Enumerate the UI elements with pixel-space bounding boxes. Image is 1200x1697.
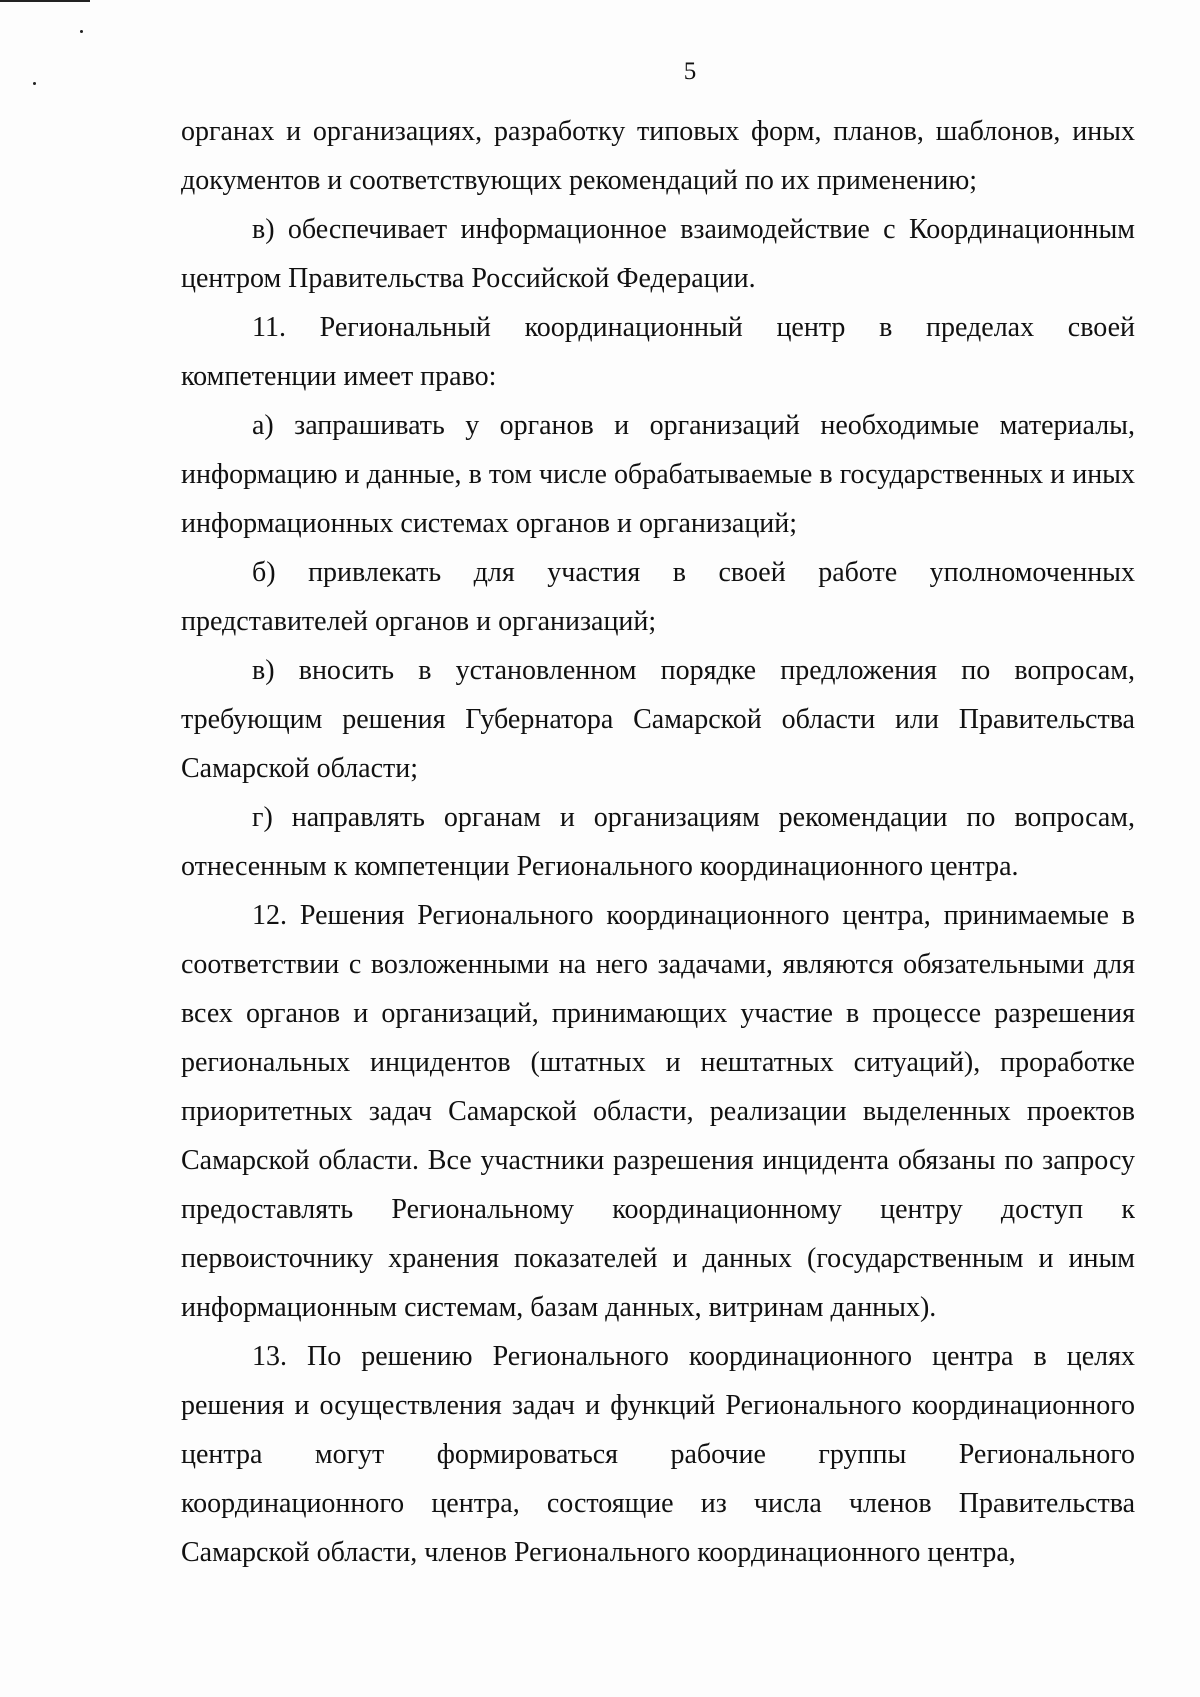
paragraph: б) привлекать для участия в своей работе уполномоченных представителей органов и организаций;	[181, 557, 1135, 637]
paragraph: а) запрашивать у органов и организаций необходимые материалы, информацию и данные, в том числе обрабатываемые в государственных и иных информационных системах органов и организаций;	[181, 410, 1135, 539]
scan-edge-mark	[0, 0, 90, 2]
paragraph: 12. Решения Регионального координационного центра, принимаемые в соответствии с возложенными на него задачами, являются обязательными для всех органов и организаций, принимающих участие в процессе разрешения региональных инцидентов (штатных и нештатных ситуаций), проработке приоритетных задач Самарской области, реализации выделенных проектов Самарской области. Все участники разрешения инцидента обязаны по запросу предоставлять Региональному координационному центру доступ к первоисточнику хранения показателей и данных (государственным и иным информационным системам, базам данных, витринам данных).	[181, 900, 1135, 1323]
paragraph: г) направлять органам и организациям рекомендации по вопросам, отнесенным к компетенции Регионального координационного центра.	[181, 802, 1135, 882]
document-body	[181, 107, 1135, 1577]
scan-dot	[80, 30, 83, 33]
page-number: 5	[683, 58, 697, 85]
paragraph: органах и организациях, разработку типовых форм, планов, шаблонов, иных документов и соответствующих рекомендаций по их применению;	[181, 116, 1135, 196]
paragraph: в) вносить в установленном порядке предложения по вопросам, требующим решения Губернатора Самарской области или Правительства Самарской области;	[181, 655, 1135, 784]
paragraph: 11. Региональный координационный центр в пределах своей компетенции имеет право:	[181, 312, 1135, 392]
paragraph: 13. По решению Регионального координационного центра в целях решения и осуществления задач и функций Регионального координационного центра могут формироваться рабочие группы Регионального координационного центра, состоящие из числа членов Правительства Самарской области, членов Регионального координационного центра,	[181, 1341, 1135, 1568]
paragraph: в) обеспечивает информационное взаимодействие с Координационным центром Правительства Российской Федерации.	[181, 214, 1135, 294]
